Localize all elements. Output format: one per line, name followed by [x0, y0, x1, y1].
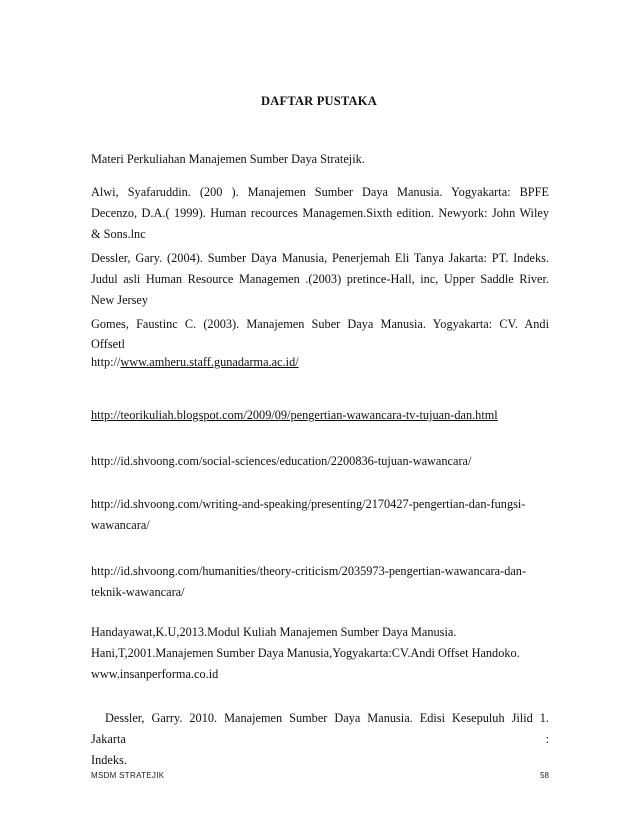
reference-shvoong-presenting	[91, 494, 549, 536]
reference-teorikuliah	[91, 405, 549, 426]
reference-line: Decenzo, D.A.( 1999). Human recources Managemen.Sixth edition. Newyork: John Wiley	[91, 206, 549, 220]
url-link[interactable]: http://id.shvoong.com/humanities/theory-criticism/2035973-pengertian-wawancara-dan-	[91, 564, 527, 578]
url-prefix: http://	[91, 355, 121, 369]
url-link[interactable]: http://teorikuliah.blogspot.com/2009/09/pengertian-wawancara-tv-tujuan-dan.html	[91, 408, 498, 422]
reference-line: Alwi, Syafaruddin. (200 ). Manajemen Sumber Daya Manusia. Yogyakarta: BPFE	[91, 185, 549, 199]
reference-dessler-2004	[91, 248, 549, 311]
reference-gomes	[91, 314, 549, 371]
reference-line: Dessler, Garry. 2010. Manajemen Sumber Daya Manusia. Edisi Kesepuluh Jilid 1. Jakarta :	[91, 711, 556, 746]
reference-line: New Jersey	[91, 293, 149, 307]
reference-line: Gomes, Faustinc C. (2003). Manajemen Suber Daya Manusia. Yogyakarta: CV. Andi	[91, 317, 549, 331]
reference-alwi-decenzo	[91, 182, 549, 245]
reference-line: Hani,T,2001.Manajemen Sumber Daya Manusia,Yogyakarta:CV.Andi Offset Handoko.	[91, 646, 520, 660]
reference-line: Judul asli Human Resource Managemen .(2003) pretince-Hall, inc, Upper Saddle River.	[91, 272, 549, 286]
url-link[interactable]: http://id.shvoong.com/social-sciences/education/2200836-tujuan-wawancara/	[91, 454, 472, 468]
footer-running-title: MSDM STRATEJIK	[91, 771, 165, 780]
url-link[interactable]: www.insanperforma.co.id	[91, 667, 219, 681]
reference-handayawat-hani	[91, 622, 549, 685]
reference-line: Indeks.	[91, 753, 127, 767]
page-title: DAFTAR PUSTAKA	[261, 94, 377, 108]
page-number: 58	[540, 771, 549, 780]
reference-line: Dessler, Gary. (2004). Sumber Daya Manusia, Penerjemah Eli Tanya Jakarta: PT. Indeks.	[91, 251, 549, 265]
reference-line: & Sons.lnc	[91, 227, 146, 241]
reference-line: Offsetl	[91, 337, 125, 351]
url-link[interactable]: www.amheru.staff.gunadarma.ac.id/	[120, 355, 299, 369]
url-link[interactable]: http://id.shvoong.com/writing-and-speaking/presenting/2170427-pengertian-dan-fungsi-	[91, 497, 526, 511]
reference-dessler-2010	[91, 708, 556, 771]
reference-shvoong-humanities	[91, 561, 549, 603]
url-link[interactable]: wawancara/	[91, 518, 150, 532]
reference-url-line	[91, 353, 549, 371]
reference-shvoong-education	[91, 451, 549, 472]
reference-materi	[91, 149, 549, 170]
url-link[interactable]: teknik-wawancara/	[91, 585, 185, 599]
reference-line: Materi Perkuliahan Manajemen Sumber Daya Stratejik.	[91, 152, 365, 166]
reference-line: Handayawat,K.U,2013.Modul Kuliah Manajemen Sumber Daya Manusia.	[91, 625, 457, 639]
